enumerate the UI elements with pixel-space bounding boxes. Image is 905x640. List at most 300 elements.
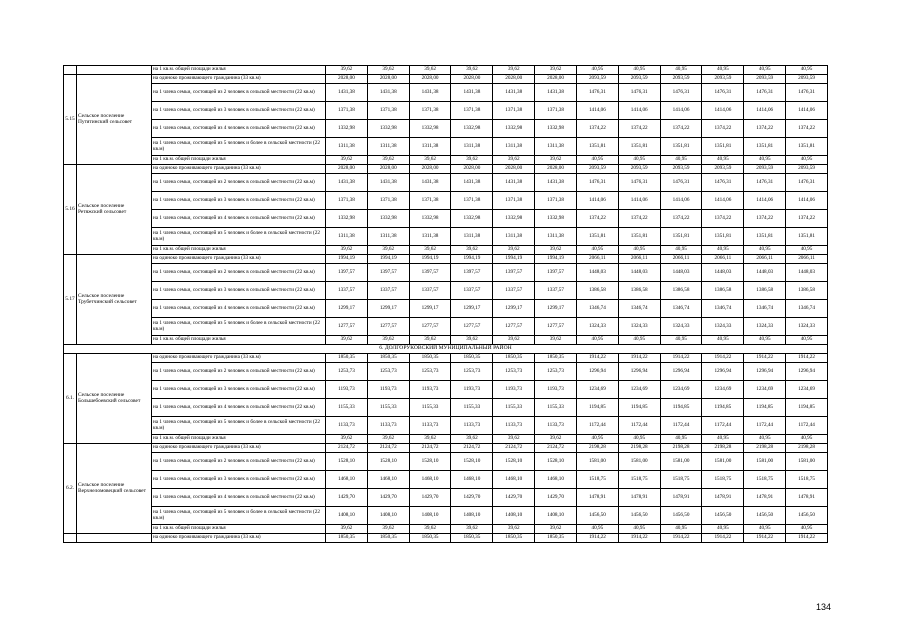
- value-cell: 40,95: [702, 246, 744, 255]
- row-description: на 1 кв.м. общей площади жилья: [152, 435, 326, 444]
- value-cell: 1386,58: [660, 282, 702, 300]
- value-cell: 1408,10: [409, 507, 451, 525]
- value-cell: 1296,94: [660, 363, 702, 381]
- value-cell: 1397,57: [535, 264, 577, 282]
- value-cell: 1155,33: [409, 399, 451, 417]
- value-cell: 1429,70: [409, 489, 451, 507]
- value-cell: 1914,22: [744, 354, 786, 363]
- value-cell: 2198,28: [786, 444, 828, 453]
- value-cell: 40,95: [618, 336, 660, 345]
- value-cell: 1351,81: [660, 138, 702, 156]
- value-cell: 1234,69: [744, 381, 786, 399]
- value-cell: 1351,81: [618, 228, 660, 246]
- value-cell: 1478,91: [786, 489, 828, 507]
- table-row: [64, 399, 828, 417]
- value-cell: 1476,31: [744, 84, 786, 102]
- value-cell: 2028,00: [367, 75, 409, 84]
- row-description: на 1 члена семьи, состоящей из 2 человек в сельской местности (22 кв.м): [152, 453, 326, 471]
- value-cell: 2028,00: [493, 165, 535, 174]
- value-cell: 1414,06: [744, 192, 786, 210]
- value-cell: 1332,98: [326, 120, 368, 138]
- value-cell: 2066,11: [576, 255, 618, 264]
- value-cell: 1478,91: [618, 489, 660, 507]
- value-cell: 40,95: [744, 246, 786, 255]
- value-cell: 40,95: [618, 525, 660, 534]
- value-cell: 39,62: [535, 435, 577, 444]
- value-cell: 1337,57: [326, 282, 368, 300]
- value-cell: 2028,00: [493, 75, 535, 84]
- value-cell: 1155,33: [326, 399, 368, 417]
- value-cell: 39,62: [326, 66, 368, 75]
- table-row: [64, 444, 828, 453]
- value-cell: 1155,33: [367, 399, 409, 417]
- value-cell: 2028,00: [451, 75, 493, 84]
- value-cell: 1172,44: [618, 417, 660, 435]
- value-cell: 1468,10: [535, 471, 577, 489]
- value-cell: 1311,38: [326, 228, 368, 246]
- value-cell: 40,95: [786, 435, 828, 444]
- value-cell: 1476,31: [786, 84, 828, 102]
- blank-cell: [77, 534, 152, 543]
- value-cell: 1371,38: [409, 102, 451, 120]
- value-cell: 1133,73: [493, 417, 535, 435]
- blank-cell: [64, 534, 77, 543]
- value-cell: 1374,22: [702, 210, 744, 228]
- value-cell: 1408,10: [535, 507, 577, 525]
- value-cell: 1371,38: [367, 192, 409, 210]
- table-row: [64, 282, 828, 300]
- value-cell: 39,62: [409, 66, 451, 75]
- value-cell: 1371,38: [451, 192, 493, 210]
- value-cell: 1414,06: [618, 192, 660, 210]
- row-description: на одиноко проживающего гражданина (33 кв.м): [152, 255, 326, 264]
- row-number: 5.16: [64, 165, 77, 255]
- value-cell: 1351,81: [702, 228, 744, 246]
- value-cell: 1332,98: [326, 210, 368, 228]
- value-cell: 1133,73: [451, 417, 493, 435]
- value-cell: 1476,31: [576, 84, 618, 102]
- value-cell: 1324,33: [618, 318, 660, 336]
- value-cell: 1253,73: [493, 363, 535, 381]
- value-cell: 2198,28: [702, 444, 744, 453]
- value-cell: 1194,85: [576, 399, 618, 417]
- value-cell: 1528,10: [493, 453, 535, 471]
- value-cell: 1371,38: [535, 192, 577, 210]
- value-cell: 1431,38: [451, 174, 493, 192]
- row-description: на 1 кв.м. общей площади жилья: [152, 246, 326, 255]
- value-cell: 1155,33: [493, 399, 535, 417]
- row-description: на 1 члена семьи, состоящей из 5 человек и более в сельской местности (22 кв.м): [152, 417, 326, 435]
- value-cell: 40,95: [618, 66, 660, 75]
- value-cell: 2028,00: [326, 165, 368, 174]
- value-cell: 1311,38: [451, 228, 493, 246]
- value-cell: 1234,69: [576, 381, 618, 399]
- value-cell: 1408,10: [326, 507, 368, 525]
- value-cell: 1994,19: [326, 255, 368, 264]
- value-cell: 1253,73: [367, 363, 409, 381]
- table-row: [64, 246, 828, 255]
- table-row: [64, 381, 828, 399]
- value-cell: 1277,57: [535, 318, 577, 336]
- value-cell: 1518,75: [744, 471, 786, 489]
- row-number: 5.17: [64, 255, 77, 345]
- value-cell: 1351,81: [744, 228, 786, 246]
- value-cell: 1914,22: [660, 354, 702, 363]
- value-cell: 1371,38: [409, 192, 451, 210]
- value-cell: 1850,35: [493, 534, 535, 543]
- value-cell: 2093,59: [786, 165, 828, 174]
- value-cell: 39,62: [451, 66, 493, 75]
- value-cell: 2093,59: [744, 165, 786, 174]
- value-cell: 1371,38: [326, 192, 368, 210]
- value-cell: 1253,73: [535, 363, 577, 381]
- value-cell: 39,62: [326, 336, 368, 345]
- value-cell: 2028,00: [367, 165, 409, 174]
- value-cell: 1311,38: [409, 138, 451, 156]
- value-cell: 1277,57: [451, 318, 493, 336]
- value-cell: 1448,03: [744, 264, 786, 282]
- value-cell: 1456,50: [660, 507, 702, 525]
- value-cell: 1914,22: [786, 354, 828, 363]
- table-row: [64, 84, 828, 102]
- row-description: на 1 кв.м. общей площади жилья: [152, 336, 326, 345]
- value-cell: 1528,10: [326, 453, 368, 471]
- value-cell: 1528,10: [409, 453, 451, 471]
- value-cell: 1155,33: [535, 399, 577, 417]
- value-cell: 39,62: [326, 246, 368, 255]
- row-description: на 1 члена семьи, состоящей из 2 человек в сельской местности (22 кв.м): [152, 84, 326, 102]
- value-cell: 1414,06: [618, 102, 660, 120]
- value-cell: 40,95: [660, 336, 702, 345]
- value-cell: 1371,38: [535, 102, 577, 120]
- value-cell: 1193,73: [535, 381, 577, 399]
- value-cell: 1234,69: [618, 381, 660, 399]
- value-cell: 1332,98: [535, 210, 577, 228]
- table-row: [64, 174, 828, 192]
- value-cell: 1324,33: [576, 318, 618, 336]
- value-cell: 39,62: [535, 66, 577, 75]
- value-cell: 1155,33: [451, 399, 493, 417]
- value-cell: 1374,22: [744, 210, 786, 228]
- value-cell: 2028,00: [535, 165, 577, 174]
- value-cell: 1448,03: [618, 264, 660, 282]
- value-cell: 1351,81: [576, 228, 618, 246]
- value-cell: 1351,81: [618, 138, 660, 156]
- row-description: на 1 кв.м. общей площади жилья: [152, 525, 326, 534]
- table-row: [64, 264, 828, 282]
- value-cell: 1408,10: [367, 507, 409, 525]
- value-cell: 1581,00: [576, 453, 618, 471]
- value-cell: 1431,38: [326, 174, 368, 192]
- table-row: [64, 120, 828, 138]
- value-cell: 1478,91: [744, 489, 786, 507]
- value-cell: 1476,31: [618, 174, 660, 192]
- value-cell: 2066,11: [744, 255, 786, 264]
- value-cell: 1234,69: [702, 381, 744, 399]
- value-cell: 40,95: [744, 336, 786, 345]
- value-cell: 1850,35: [326, 534, 368, 543]
- row-number: 5.15: [64, 75, 77, 165]
- value-cell: 1476,31: [702, 174, 744, 192]
- value-cell: 1311,38: [367, 138, 409, 156]
- table-row: [64, 336, 828, 345]
- value-cell: 1193,73: [409, 381, 451, 399]
- value-cell: 1994,19: [493, 255, 535, 264]
- value-cell: 1324,33: [744, 318, 786, 336]
- value-cell: 1431,38: [367, 174, 409, 192]
- value-cell: 1172,44: [786, 417, 828, 435]
- value-cell: 1448,03: [702, 264, 744, 282]
- value-cell: 39,62: [409, 246, 451, 255]
- value-cell: 1337,57: [535, 282, 577, 300]
- value-cell: 1581,00: [618, 453, 660, 471]
- value-cell: 1431,38: [493, 84, 535, 102]
- row-description: на 1 члена семьи, состоящей из 3 человек в сельской местности (22 кв.м): [152, 192, 326, 210]
- row-description: на одиноко проживающего гражданина (33 кв.м): [152, 534, 326, 543]
- value-cell: 1414,06: [702, 102, 744, 120]
- row-description: на 1 члена семьи, состоящей из 5 человек и более в сельской местности (22 кв.м): [152, 228, 326, 246]
- value-cell: 1277,57: [326, 318, 368, 336]
- value-cell: 1468,10: [367, 471, 409, 489]
- value-cell: 1850,35: [535, 534, 577, 543]
- value-cell: 1476,31: [702, 84, 744, 102]
- value-cell: 1850,35: [535, 354, 577, 363]
- value-cell: 1468,10: [409, 471, 451, 489]
- value-cell: 1414,06: [660, 102, 702, 120]
- row-description: на 1 члена семьи, состоящей из 5 человек и более в сельской местности (22 кв.м): [152, 318, 326, 336]
- row-number: 6.2.: [64, 444, 77, 534]
- value-cell: 1581,00: [744, 453, 786, 471]
- value-cell: 40,95: [660, 66, 702, 75]
- value-cell: 1296,94: [576, 363, 618, 381]
- value-cell: 1468,10: [326, 471, 368, 489]
- value-cell: 1234,69: [786, 381, 828, 399]
- value-cell: 2093,59: [660, 75, 702, 84]
- value-cell: 1476,31: [744, 174, 786, 192]
- section-row: [64, 345, 828, 354]
- value-cell: 1518,75: [576, 471, 618, 489]
- value-cell: 39,62: [367, 246, 409, 255]
- value-cell: 1581,00: [786, 453, 828, 471]
- value-cell: 2093,59: [702, 165, 744, 174]
- table-row: [64, 102, 828, 120]
- value-cell: 1431,38: [451, 84, 493, 102]
- value-cell: 1371,38: [326, 102, 368, 120]
- value-cell: 1234,69: [660, 381, 702, 399]
- table-row: [64, 228, 828, 246]
- value-cell: 40,95: [576, 66, 618, 75]
- table-row: [64, 300, 828, 318]
- value-cell: 1850,35: [326, 354, 368, 363]
- value-cell: 40,95: [618, 246, 660, 255]
- value-cell: 1374,22: [576, 210, 618, 228]
- blank-cell: [64, 66, 77, 75]
- value-cell: 1397,57: [409, 264, 451, 282]
- value-cell: 1133,73: [367, 417, 409, 435]
- blank-cell: [77, 66, 152, 75]
- value-cell: 40,95: [576, 525, 618, 534]
- table-row: [64, 210, 828, 228]
- value-cell: 39,62: [367, 525, 409, 534]
- value-cell: 1194,85: [702, 399, 744, 417]
- value-cell: 1374,22: [618, 210, 660, 228]
- row-description: на 1 члена семьи, состоящей из 4 человек в сельской местности (22 кв.м): [152, 210, 326, 228]
- value-cell: 1448,03: [660, 264, 702, 282]
- value-cell: 2093,59: [660, 165, 702, 174]
- value-cell: 1850,35: [409, 534, 451, 543]
- value-cell: 1253,73: [451, 363, 493, 381]
- value-cell: 1311,38: [326, 138, 368, 156]
- value-cell: 1414,06: [702, 192, 744, 210]
- value-cell: 1414,06: [576, 102, 618, 120]
- value-cell: 1518,75: [786, 471, 828, 489]
- value-cell: 1133,73: [535, 417, 577, 435]
- value-cell: 40,95: [576, 435, 618, 444]
- value-cell: 1299,17: [451, 300, 493, 318]
- value-cell: 1374,22: [618, 120, 660, 138]
- value-cell: 1374,22: [702, 120, 744, 138]
- value-cell: 1311,38: [409, 228, 451, 246]
- value-cell: 1528,10: [451, 453, 493, 471]
- value-cell: 1408,10: [493, 507, 535, 525]
- value-cell: 39,62: [367, 435, 409, 444]
- value-cell: 1346,74: [576, 300, 618, 318]
- value-cell: 1429,70: [451, 489, 493, 507]
- value-cell: 1193,73: [367, 381, 409, 399]
- value-cell: 1332,98: [451, 210, 493, 228]
- value-cell: 40,95: [786, 336, 828, 345]
- value-cell: 1528,10: [535, 453, 577, 471]
- value-cell: 39,62: [493, 336, 535, 345]
- row-description: на одиноко проживающего гражданина (33 кв.м): [152, 444, 326, 453]
- value-cell: 39,62: [535, 246, 577, 255]
- value-cell: 40,95: [660, 156, 702, 165]
- value-cell: 1994,19: [409, 255, 451, 264]
- value-cell: 1332,98: [493, 210, 535, 228]
- value-cell: 2093,59: [618, 75, 660, 84]
- value-cell: 1296,94: [618, 363, 660, 381]
- value-cell: 1468,10: [451, 471, 493, 489]
- table-row: [64, 138, 828, 156]
- value-cell: 39,62: [493, 525, 535, 534]
- value-cell: 1408,10: [451, 507, 493, 525]
- value-cell: 1386,58: [618, 282, 660, 300]
- value-cell: 2093,59: [702, 75, 744, 84]
- table-row: [64, 255, 828, 264]
- value-cell: 40,95: [744, 66, 786, 75]
- page-number: 134: [816, 602, 832, 612]
- settlement-name: Сельское поселение Большебоевский сельсовет: [77, 354, 152, 444]
- table-row: [64, 453, 828, 471]
- value-cell: 2093,59: [618, 165, 660, 174]
- value-cell: 1371,38: [493, 102, 535, 120]
- value-cell: 40,95: [786, 525, 828, 534]
- row-description: на 1 члена семьи, состоящей из 3 человек в сельской местности (22 кв.м): [152, 282, 326, 300]
- value-cell: 1386,58: [786, 282, 828, 300]
- value-cell: 39,62: [326, 525, 368, 534]
- value-cell: 1172,44: [576, 417, 618, 435]
- value-cell: 1374,22: [786, 210, 828, 228]
- value-cell: 1914,22: [660, 534, 702, 543]
- tariff-table-body: [64, 66, 828, 543]
- value-cell: 1429,70: [367, 489, 409, 507]
- value-cell: 1194,85: [786, 399, 828, 417]
- table-row: [64, 471, 828, 489]
- row-description: на 1 члена семьи, состоящей из 5 человек и более в сельской местности (22 кв.м): [152, 138, 326, 156]
- value-cell: 1332,98: [535, 120, 577, 138]
- value-cell: 40,95: [702, 336, 744, 345]
- value-cell: 2028,00: [535, 75, 577, 84]
- value-cell: 1518,75: [702, 471, 744, 489]
- value-cell: 39,62: [367, 336, 409, 345]
- value-cell: 1337,57: [451, 282, 493, 300]
- value-cell: 1456,50: [744, 507, 786, 525]
- table-row: [64, 534, 828, 543]
- row-description: на 1 члена семьи, состоящей из 4 человек в сельской местности (22 кв.м): [152, 489, 326, 507]
- table-row: [64, 489, 828, 507]
- value-cell: 2028,00: [409, 75, 451, 84]
- value-cell: 1346,74: [702, 300, 744, 318]
- value-cell: 1528,10: [367, 453, 409, 471]
- value-cell: 1414,06: [786, 102, 828, 120]
- value-cell: 1581,00: [660, 453, 702, 471]
- value-cell: 1277,57: [409, 318, 451, 336]
- value-cell: 1476,31: [786, 174, 828, 192]
- value-cell: 1346,74: [744, 300, 786, 318]
- row-number: 6.1.: [64, 354, 77, 444]
- value-cell: 2028,00: [451, 165, 493, 174]
- value-cell: 1351,81: [786, 138, 828, 156]
- value-cell: 1311,38: [535, 138, 577, 156]
- value-cell: 1337,57: [367, 282, 409, 300]
- value-cell: 39,62: [535, 336, 577, 345]
- value-cell: 1296,94: [702, 363, 744, 381]
- value-cell: 1296,94: [786, 363, 828, 381]
- value-cell: 1397,57: [451, 264, 493, 282]
- value-cell: 1337,57: [493, 282, 535, 300]
- value-cell: 1351,81: [786, 228, 828, 246]
- value-cell: 40,95: [702, 156, 744, 165]
- value-cell: 39,62: [493, 156, 535, 165]
- row-description: на одиноко проживающего гражданина (33 кв.м): [152, 165, 326, 174]
- value-cell: 40,95: [576, 336, 618, 345]
- value-cell: 1456,50: [786, 507, 828, 525]
- row-description: на 1 члена семьи, состоящей из 5 человек и более в сельской местности (22 кв.м): [152, 507, 326, 525]
- value-cell: 1414,06: [744, 102, 786, 120]
- value-cell: 1850,35: [409, 354, 451, 363]
- value-cell: 1914,22: [786, 534, 828, 543]
- value-cell: 39,62: [451, 156, 493, 165]
- value-cell: 1518,75: [618, 471, 660, 489]
- value-cell: 40,95: [576, 246, 618, 255]
- row-description: на 1 члена семьи, состоящей из 2 человек в сельской местности (22 кв.м): [152, 174, 326, 192]
- value-cell: 1351,81: [576, 138, 618, 156]
- value-cell: 1371,38: [493, 192, 535, 210]
- value-cell: 1994,19: [367, 255, 409, 264]
- table-row: [64, 75, 828, 84]
- settlement-name: Сельское поселение Трубетчинский сельсовет: [77, 255, 152, 345]
- value-cell: 1994,19: [451, 255, 493, 264]
- value-cell: 1518,75: [660, 471, 702, 489]
- value-cell: 1277,57: [367, 318, 409, 336]
- value-cell: 1431,38: [535, 174, 577, 192]
- value-cell: 1332,98: [493, 120, 535, 138]
- value-cell: 1346,74: [618, 300, 660, 318]
- value-cell: 2198,28: [576, 444, 618, 453]
- table-row: [64, 363, 828, 381]
- value-cell: 1299,17: [493, 300, 535, 318]
- value-cell: 1374,22: [660, 210, 702, 228]
